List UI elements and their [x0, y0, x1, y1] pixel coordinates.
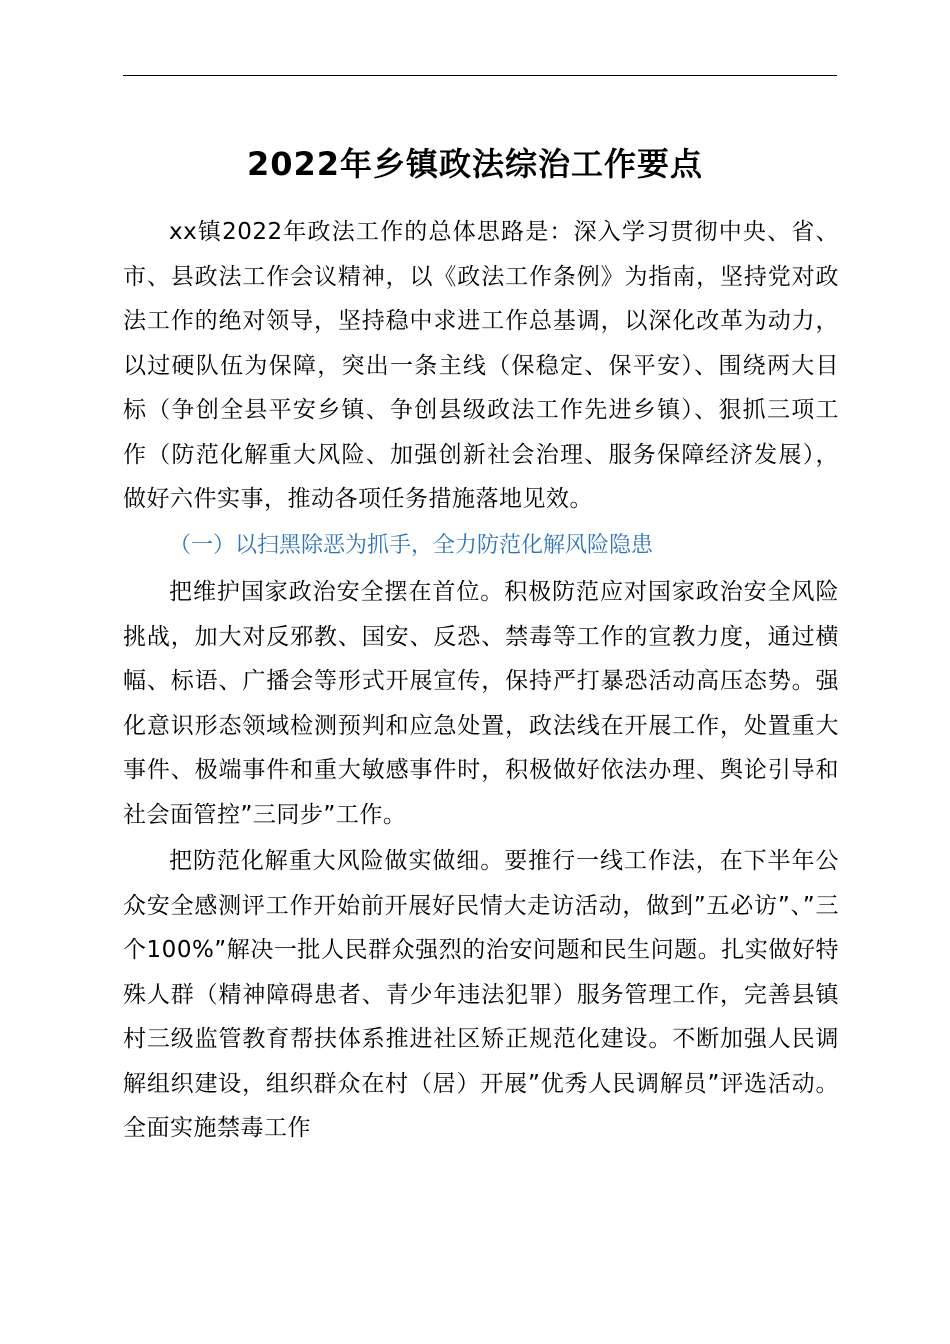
document-body: [123, 210, 839, 1153]
section-paragraph: 把维护国家政治安全摆在首位。积极防范应对国家政治安全风险挑战，加大对反邪教、国安、反恐、禁毒等工作的宣教力度，通过横幅、标语、广播会等形式开展宣传，保持严打暴恐活动高压态势。强化意识形态领域检测预判和应急处置，政法线在开展工作，处置重大事件、极端事件和重大敏感事件时，积极做好依法办理、舆论引导和社会面管控”三同步”工作。: [123, 579, 839, 828]
header-rule: [123, 75, 837, 76]
document-title: 2022年乡镇政法综治工作要点: [246, 145, 704, 183]
section-paragraph: 把防范化解重大风险做实做细。要推行一线工作法，在下半年公众安全感测评工作开始前开展好民情大走访活动，做到”五必访”、”三个100%”解决一批人民群众强烈的治安问题和民生问题。扎实做好特殊人群（精神障碍患者、青少年违法犯罪）服务管理工作，完善县镇村三级监管教育帮扶体系推进社区矫正规范化建设。不断加强人民调解组织建设，组织群众在村（居）开展”优秀人民调解员”评选活动。全面实施禁毒工作: [123, 848, 839, 1141]
intro-paragraph: xx镇2022年政法工作的总体思路是：深入学习贯彻中央、省、市、县政法工作会议精神，以《政法工作条例》为指南，坚持党对政法工作的绝对领导，坚持稳中求进工作总基调，以深化改革为动力，以过硬队伍为保障，突出一条主线（保稳定、保平安）、围绕两大目标（争创全县平安乡镇、争创县级政法工作先进乡镇）、狠抓三项工作（防范化解重大风险、加强创新社会治理、服务保障经济发展），做好六件实事，推动各项任务措施落地见效。: [123, 219, 839, 512]
section-heading: （一）以扫黑除恶为抓手，全力防范化解风险隐患: [169, 532, 654, 558]
